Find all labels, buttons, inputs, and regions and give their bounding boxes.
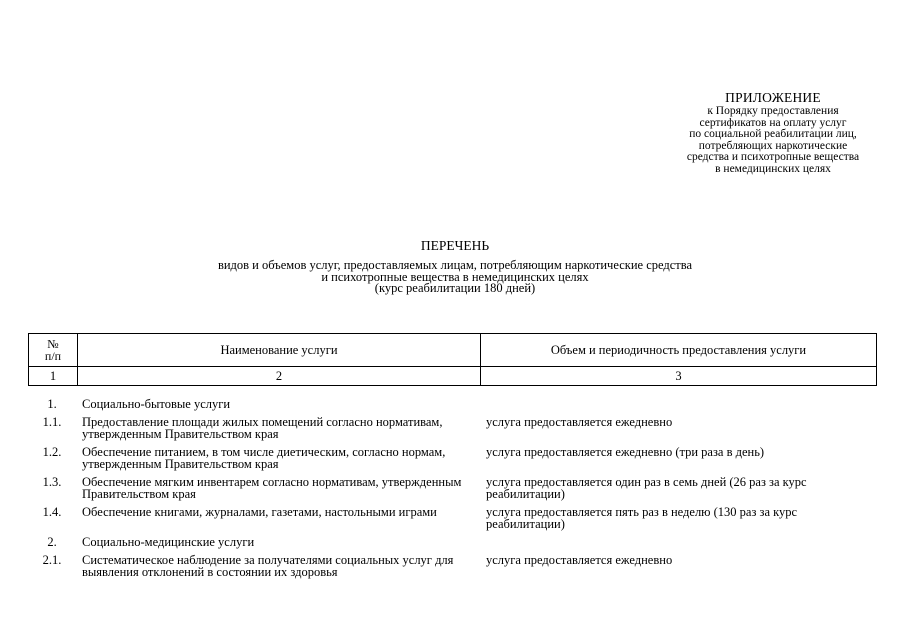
table-row [28,476,877,500]
appendix-line: потребляющих наркотические [698,139,848,152]
row-number: 2. [47,535,57,549]
row-number: 1.2. [42,445,62,459]
row-volume: услуга предоставляется ежедневно [486,415,673,429]
row-volume [478,536,877,548]
appendix-line: по социальной реабилитации лиц, [689,128,857,141]
header-number [29,334,78,367]
row-number: 1.3. [42,475,62,489]
row-service-name: Обеспечение питанием, в том числе диетическим, согласно нормам, утвержденным Правительством края [82,445,446,471]
header-number-abbr: п/п [44,349,62,363]
table-row [28,446,877,470]
row-volume [478,398,877,410]
appendix-heading: ПРИЛОЖЕНИЕ [725,90,821,105]
appendix-line: сертификатов на оплату услуг [699,116,847,129]
row-service-name: Социально-медицинские услуги [82,535,255,549]
table-row [28,398,877,410]
row-service-name: Социально-бытовые услуги [82,397,231,411]
header-volume: Объем и периодичность предоставления услуги [481,334,877,367]
column-number: 1 [29,367,78,386]
appendix-line: в немедицинских целях [715,162,831,175]
row-volume: услуга предоставляется ежедневно [486,553,673,567]
document-title-block [150,238,760,295]
row-service-name: Систематическое наблюдение за получателями социальных услуг для выявления отклонений в состоянии их здоровья [82,553,454,579]
subtitle-line: и психотропные вещества в немедицинских целях [321,269,589,284]
table-row [28,506,877,530]
services-table-header [28,333,877,386]
row-volume: услуга предоставляется один раз в семь дней (26 раз за курс реабилитации) [486,475,807,501]
appendix-line: средства и психотропные вещества [686,151,860,164]
column-number: 2 [78,367,481,386]
table-row [28,554,877,578]
row-number: 1.4. [42,505,62,519]
document-title: ПЕРЕЧЕНЬ [420,238,490,253]
column-number: 3 [481,367,877,386]
appendix-line: к Порядку предоставления [707,105,839,117]
row-volume: услуга предоставляется ежедневно (три раза в день) [486,445,765,459]
row-number: 1.1. [42,415,62,429]
subtitle-line: (курс реабилитации 180 дней) [374,281,536,296]
header-number-symbol: № [47,337,59,351]
appendix-block [662,90,884,176]
row-service-name: Предоставление площади жилых помещений согласно нормативам, утвержденным Правительством края [82,415,443,441]
row-service-name: Обеспечение мягким инвентарем согласно нормативам, утвержденным Правительством края [82,475,462,501]
row-number: 1. [47,397,57,411]
services-list [28,398,877,584]
table-row [28,536,877,548]
table-row [28,416,877,440]
row-service-name: Обеспечение книгами, журналами, газетами, настольными играми [82,505,437,519]
row-number: 2.1. [42,553,62,567]
header-service-name: Наименование услуги [78,334,481,367]
subtitle-line: видов и объемов услуг, предоставляемых лицам, потребляющим наркотические средства [217,258,693,272]
row-volume: услуга предоставляется пять раз в неделю (130 раз за курс реабилитации) [486,505,798,531]
